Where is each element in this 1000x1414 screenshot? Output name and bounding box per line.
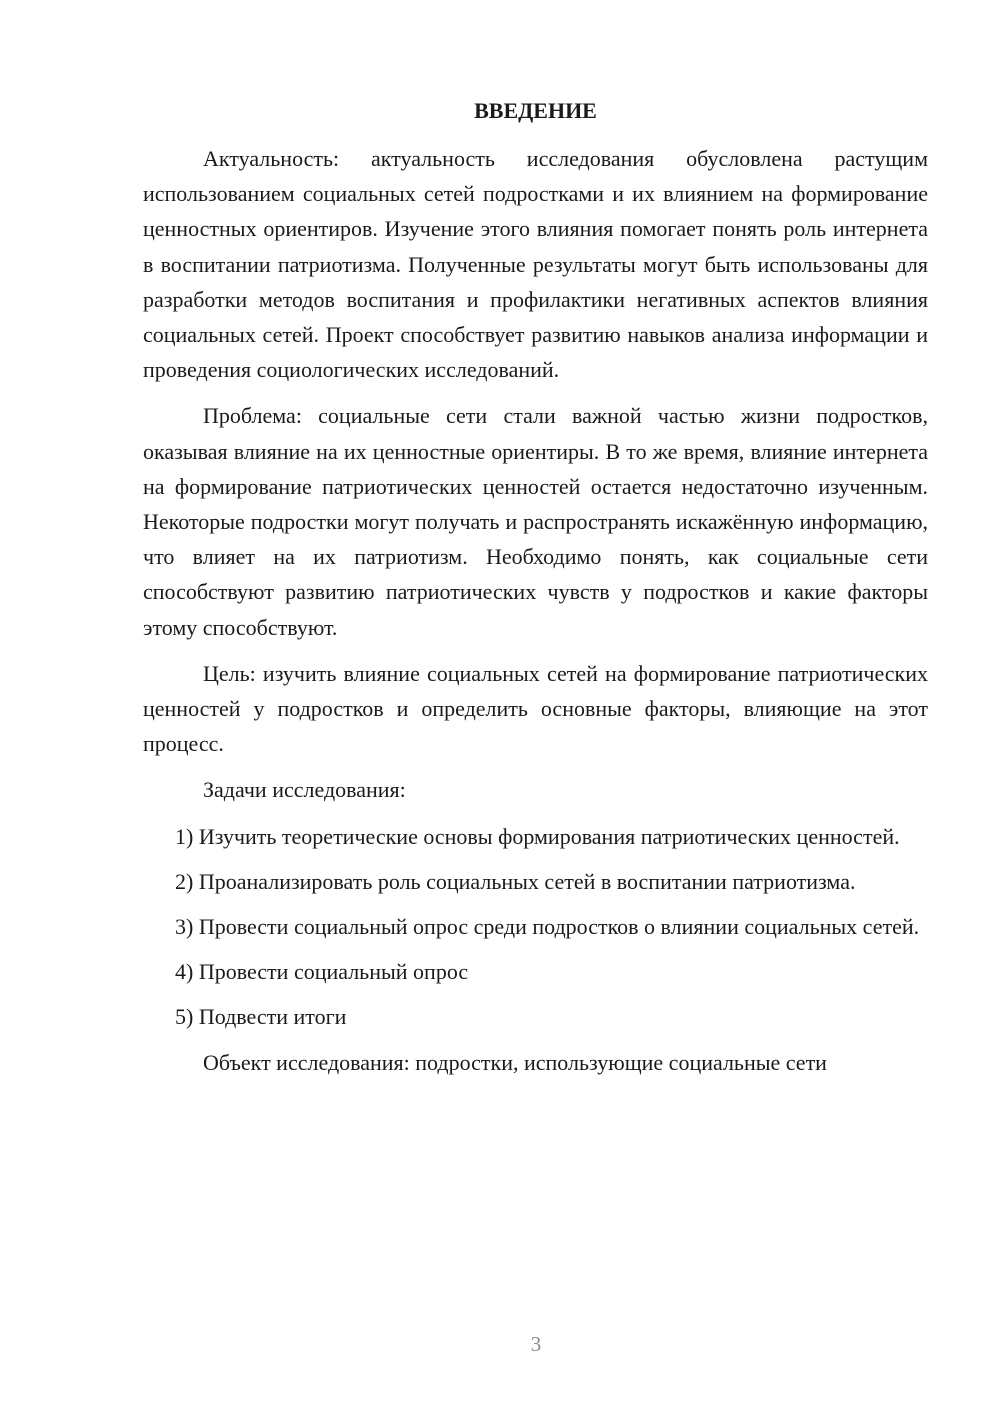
page-number: 3	[530, 1332, 542, 1356]
tasks-heading: Задачи исследования:	[203, 777, 406, 803]
document-page	[143, 94, 928, 1091]
task-item-2: 2) Проанализировать роль социальных сетей в воспитании патриотизма.	[175, 868, 856, 894]
paragraph-research-object: Объект исследования: подростки, использующие социальные сети	[203, 1049, 827, 1075]
paragraph-relevance: Актуальность: актуальность исследования обусловлена растущим использованием социальных сетей подростками и их влиянием на формирование ценностных ориентиров. Изучение этого влияния помогает понять роль интернета в воспитании патриотизма. Полученные результаты могут быть использованы для разработки методов воспитания и профилактики негативных аспектов влияния социальных сетей. Проект способствует развитию навыков анализа информации и проведения социологических исследований.	[143, 146, 928, 383]
paragraph-problem: Проблема: социальные сети стали важной частью жизни подростков, оказывая влияние на их ценностные ориентиры. В то же время, влияние интернета на формирование патриотических ценностей остается недостаточно изученным. Некоторые подростки могут получать и распространять искажённую информацию, что влияет на их патриотизм. Необходимо понять, как социальные сети способствуют развитию патриотических чувств у подростков и какие факторы этому способствуют.	[143, 403, 928, 640]
task-item-3: 3) Провести социальный опрос среди подростков о влиянии социальных сетей.	[175, 914, 920, 940]
task-item-5: 5) Подвести итоги	[175, 1004, 347, 1030]
task-item-1: 1) Изучить теоретические основы формирования патриотических ценностей.	[175, 823, 900, 849]
paragraph-goal: Цель: изучить влияние социальных сетей на формирование патриотических ценностей у подростков и определить основные факторы, влияющие на этот процесс.	[143, 660, 928, 757]
task-item-4: 4) Провести социальный опрос	[175, 959, 469, 985]
page-title: ВВЕДЕНИЕ	[474, 98, 597, 123]
